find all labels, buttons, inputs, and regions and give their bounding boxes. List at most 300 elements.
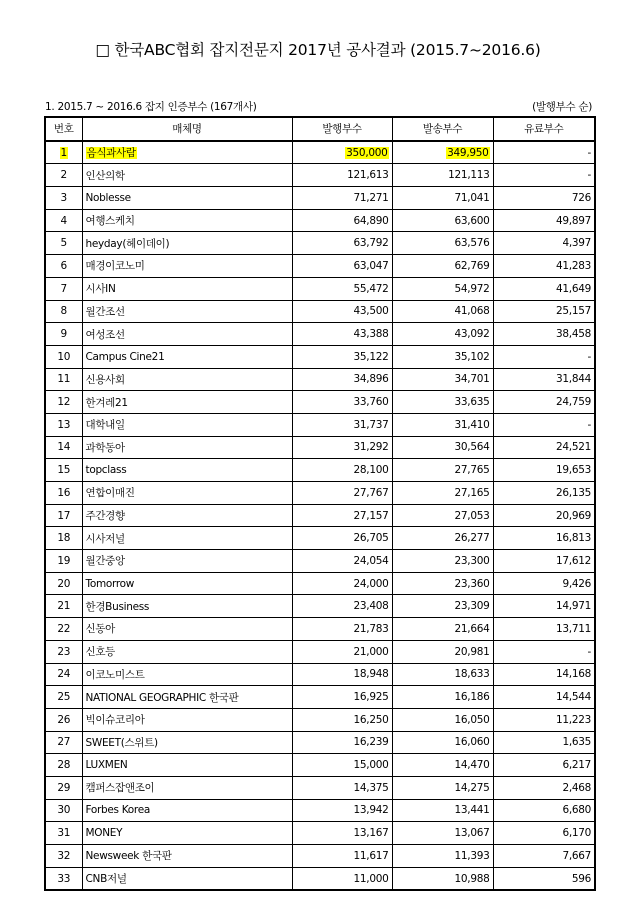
sent-copies: 54,972 — [454, 282, 490, 295]
sent-copies: 34,701 — [454, 373, 490, 386]
paid-copies: 19,653 — [556, 464, 591, 477]
paid-copies-cell — [493, 345, 595, 368]
paid-copies-cell — [493, 482, 595, 505]
sent-copies-cell — [392, 232, 493, 255]
issued-copies: 18,948 — [353, 668, 389, 681]
table-row — [45, 822, 595, 845]
sent-copies-cell — [392, 504, 493, 527]
row-number-cell — [45, 595, 82, 618]
media-name: SWEET(스위트) — [85, 736, 158, 749]
paid-copies-cell — [493, 255, 595, 278]
sent-copies: 43,092 — [454, 328, 490, 341]
sent-copies-cell — [392, 368, 493, 391]
row-number: 33 — [57, 872, 71, 885]
media-name-cell — [82, 618, 292, 641]
sent-copies: 26,277 — [454, 532, 490, 545]
sent-copies: 16,186 — [454, 691, 490, 704]
media-name-cell — [82, 277, 292, 300]
row-number-cell — [45, 754, 82, 777]
issued-copies: 121,613 — [347, 169, 389, 182]
row-number: 29 — [57, 781, 71, 794]
row-number-cell — [45, 436, 82, 459]
issued-copies-cell — [292, 550, 392, 573]
media-name: 시사IN — [85, 283, 116, 296]
paid-copies: 7,667 — [562, 849, 591, 862]
table-row — [45, 482, 595, 505]
paid-copies: 16,813 — [556, 532, 591, 545]
row-number: 3 — [60, 191, 67, 204]
row-number-cell — [45, 482, 82, 505]
issued-copies: 26,705 — [353, 532, 389, 545]
issued-copies-cell — [292, 663, 392, 686]
media-name: 인산의학 — [85, 169, 125, 182]
row-number-cell — [45, 232, 82, 255]
sent-copies-cell — [392, 867, 493, 890]
media-name: 한경Business — [85, 600, 150, 613]
table-row — [45, 504, 595, 527]
table-row — [45, 232, 595, 255]
issued-copies: 33,760 — [353, 396, 389, 409]
paid-copies-cell — [493, 232, 595, 255]
document-title: □ 한국ABC협회 잡지전문지 2017년 공사결과 (2015.7~2016.6) — [95, 41, 541, 59]
row-number: 24 — [57, 668, 71, 681]
media-name-cell — [82, 640, 292, 663]
media-name: MONEY — [85, 827, 123, 840]
issued-copies-cell — [292, 187, 392, 210]
sent-copies: 349,950 — [447, 146, 489, 159]
sent-copies: 23,300 — [454, 554, 490, 567]
row-number: 20 — [57, 577, 71, 590]
media-name: NATIONAL GEOGRAPHIC 한국판 — [85, 691, 239, 704]
media-name: 신용사회 — [85, 373, 125, 386]
table-row — [45, 686, 595, 709]
media-name: CNB저널 — [85, 873, 127, 886]
header-row — [45, 117, 595, 141]
media-name-cell — [82, 345, 292, 368]
paid-copies: 596 — [571, 872, 591, 885]
sent-copies-cell — [392, 731, 493, 754]
row-number-cell — [45, 572, 82, 595]
paid-copies-cell — [493, 663, 595, 686]
media-name-cell — [82, 731, 292, 754]
table-row — [45, 731, 595, 754]
table-row — [45, 459, 595, 482]
header-paid-copies: 유료부수 — [493, 117, 595, 141]
issued-copies: 15,000 — [353, 759, 389, 772]
row-number-cell — [45, 164, 82, 187]
row-number-cell — [45, 413, 82, 436]
issued-copies-cell — [292, 345, 392, 368]
sent-copies: 27,765 — [454, 464, 490, 477]
issued-copies: 55,472 — [353, 282, 389, 295]
paid-copies: 24,521 — [556, 441, 591, 454]
issued-copies: 28,100 — [353, 464, 389, 477]
issued-copies-cell — [292, 300, 392, 323]
row-number-cell — [45, 323, 82, 346]
issued-copies: 27,767 — [353, 486, 389, 499]
table-row — [45, 618, 595, 641]
table-row — [45, 391, 595, 414]
sent-copies-cell — [392, 595, 493, 618]
issued-copies: 13,942 — [353, 804, 389, 817]
paid-copies-cell — [493, 413, 595, 436]
row-number-cell — [45, 845, 82, 868]
table-row — [45, 776, 595, 799]
sent-copies-cell — [392, 618, 493, 641]
issued-copies: 16,239 — [353, 736, 389, 749]
sent-copies: 21,664 — [454, 622, 490, 635]
issued-copies-cell — [292, 595, 392, 618]
row-number: 1 — [60, 146, 67, 159]
sent-copies-cell — [392, 708, 493, 731]
sent-copies-cell — [392, 663, 493, 686]
sent-copies-cell — [392, 323, 493, 346]
row-number: 19 — [57, 554, 71, 567]
paid-copies-cell — [493, 459, 595, 482]
table-row — [45, 572, 595, 595]
sent-copies: 33,635 — [454, 396, 490, 409]
media-name-cell — [82, 209, 292, 232]
issued-copies-cell — [292, 708, 392, 731]
sent-copies: 11,393 — [454, 849, 490, 862]
row-number: 28 — [57, 759, 71, 772]
media-name: 주간경향 — [85, 510, 125, 523]
row-number-cell — [45, 799, 82, 822]
media-name-cell — [82, 845, 292, 868]
row-number-cell — [45, 459, 82, 482]
issued-copies-cell — [292, 323, 392, 346]
paid-copies-cell — [493, 618, 595, 641]
row-number-cell — [45, 550, 82, 573]
paid-copies: 1,635 — [562, 736, 591, 749]
row-number-cell — [45, 391, 82, 414]
issued-copies-cell — [292, 867, 392, 890]
issued-copies-cell — [292, 504, 392, 527]
issued-copies: 16,250 — [353, 713, 389, 726]
sent-copies: 62,769 — [454, 259, 490, 272]
table-row — [45, 663, 595, 686]
media-name: topclass — [85, 464, 127, 477]
issued-copies-cell — [292, 164, 392, 187]
paid-copies-cell — [493, 436, 595, 459]
row-number: 21 — [57, 600, 71, 613]
paid-copies-cell — [493, 368, 595, 391]
issued-copies: 11,617 — [353, 849, 389, 862]
media-name: 한겨레21 — [85, 396, 128, 409]
sent-copies-cell — [392, 527, 493, 550]
row-number-cell — [45, 255, 82, 278]
table-row — [45, 595, 595, 618]
row-number: 14 — [57, 441, 71, 454]
table-row — [45, 640, 595, 663]
media-name-cell — [82, 413, 292, 436]
media-name: Noblesse — [85, 191, 131, 204]
row-number: 2 — [60, 169, 67, 182]
row-number: 10 — [57, 350, 71, 363]
issued-copies: 13,167 — [353, 827, 389, 840]
media-name-cell — [82, 776, 292, 799]
sent-copies-cell — [392, 799, 493, 822]
media-name-cell — [82, 141, 292, 164]
issued-copies: 14,375 — [353, 781, 389, 794]
row-number-cell — [45, 686, 82, 709]
paid-copies-cell — [493, 595, 595, 618]
paid-copies: 13,711 — [556, 622, 591, 635]
row-number: 32 — [57, 849, 71, 862]
table-row — [45, 164, 595, 187]
paid-copies: 14,168 — [556, 668, 591, 681]
media-name-cell — [82, 391, 292, 414]
row-number-cell — [45, 822, 82, 845]
row-number-cell — [45, 640, 82, 663]
row-number-cell — [45, 618, 82, 641]
row-number-cell — [45, 187, 82, 210]
row-number: 9 — [60, 328, 67, 341]
paid-copies-cell — [493, 845, 595, 868]
sent-copies-cell — [392, 550, 493, 573]
sent-copies: 16,060 — [454, 736, 490, 749]
media-name: 시사저널 — [85, 532, 125, 545]
paid-copies: 2,468 — [562, 781, 591, 794]
paid-copies: 11,223 — [556, 713, 591, 726]
issued-copies-cell — [292, 277, 392, 300]
issued-copies: 35,122 — [353, 350, 389, 363]
paid-copies: 17,612 — [556, 554, 591, 567]
issued-copies: 34,896 — [353, 373, 389, 386]
row-number: 4 — [60, 214, 67, 227]
paid-copies: 41,649 — [556, 282, 591, 295]
issued-copies: 71,271 — [353, 191, 389, 204]
media-name-cell — [82, 300, 292, 323]
sent-copies: 10,988 — [454, 872, 490, 885]
media-name-cell — [82, 595, 292, 618]
table-body — [45, 141, 595, 891]
sent-copies-cell — [392, 845, 493, 868]
issued-copies: 63,792 — [353, 237, 389, 250]
sent-copies-cell — [392, 300, 493, 323]
media-name-cell — [82, 459, 292, 482]
row-number: 31 — [57, 827, 71, 840]
media-name: 월간중앙 — [85, 555, 125, 568]
paid-copies-cell — [493, 164, 595, 187]
paid-copies-cell — [493, 209, 595, 232]
media-name: 대학내일 — [85, 419, 125, 432]
row-number: 26 — [57, 713, 71, 726]
paid-copies: - — [587, 350, 591, 363]
paid-copies-cell — [493, 640, 595, 663]
sent-copies: 71,041 — [454, 191, 490, 204]
row-number: 6 — [60, 259, 67, 272]
sent-copies-cell — [392, 436, 493, 459]
media-name-cell — [82, 482, 292, 505]
paid-copies-cell — [493, 187, 595, 210]
media-name: 과학동아 — [85, 441, 125, 454]
table-row — [45, 209, 595, 232]
row-number: 11 — [57, 373, 71, 386]
paid-copies-cell — [493, 527, 595, 550]
media-name: Campus Cine21 — [85, 350, 165, 363]
sent-copies: 16,050 — [454, 713, 490, 726]
issued-copies-cell — [292, 527, 392, 550]
issued-copies: 21,783 — [353, 622, 389, 635]
paid-copies: 9,426 — [562, 577, 591, 590]
sent-copies-cell — [392, 822, 493, 845]
sent-copies-cell — [392, 413, 493, 436]
media-name: 캠퍼스잡앤조이 — [85, 782, 155, 795]
issued-copies-cell — [292, 368, 392, 391]
paid-copies: 26,135 — [556, 486, 591, 499]
media-name-cell — [82, 572, 292, 595]
row-number-cell — [45, 368, 82, 391]
row-number: 18 — [57, 532, 71, 545]
media-name: Tomorrow — [85, 577, 135, 590]
media-name-cell — [82, 754, 292, 777]
row-number: 7 — [60, 282, 67, 295]
media-name-cell — [82, 686, 292, 709]
issued-copies: 31,737 — [353, 418, 389, 431]
media-name: 여성조선 — [85, 328, 125, 341]
row-number-cell — [45, 209, 82, 232]
media-name: LUXMEN — [85, 759, 128, 772]
paid-copies: 24,759 — [556, 396, 591, 409]
media-name: 매경이코노미 — [85, 260, 145, 273]
table-row — [45, 255, 595, 278]
media-name-cell — [82, 368, 292, 391]
media-name: 신호등 — [85, 646, 116, 659]
issued-copies: 350,000 — [346, 146, 388, 159]
paid-copies-cell — [493, 822, 595, 845]
sent-copies-cell — [392, 164, 493, 187]
media-name-cell — [82, 867, 292, 890]
header-sent-copies: 발송부수 — [392, 117, 493, 141]
sent-copies-cell — [392, 277, 493, 300]
media-name: 빅이슈코리아 — [85, 714, 145, 727]
sent-copies-cell — [392, 572, 493, 595]
paid-copies: 49,897 — [556, 214, 591, 227]
table-row — [45, 141, 595, 164]
issued-copies: 27,157 — [353, 509, 389, 522]
row-number-cell — [45, 141, 82, 164]
header-media-name: 매체명 — [82, 117, 292, 141]
sent-copies-cell — [392, 686, 493, 709]
sent-copies-cell — [392, 187, 493, 210]
sort-note: (발행부수 순) — [532, 101, 592, 113]
paid-copies-cell — [493, 754, 595, 777]
row-number: 27 — [57, 736, 71, 749]
sent-copies: 63,600 — [454, 214, 490, 227]
sent-copies: 20,981 — [454, 645, 490, 658]
row-number-cell — [45, 504, 82, 527]
sent-copies-cell — [392, 482, 493, 505]
row-number-cell — [45, 527, 82, 550]
media-name-cell — [82, 187, 292, 210]
issued-copies: 21,000 — [353, 645, 389, 658]
media-name: 이코노미스트 — [85, 668, 145, 681]
row-number-cell — [45, 300, 82, 323]
sent-copies-cell — [392, 255, 493, 278]
media-name-cell — [82, 436, 292, 459]
row-number: 23 — [57, 645, 71, 658]
issued-copies: 23,408 — [353, 600, 389, 613]
issued-copies-cell — [292, 436, 392, 459]
issued-copies-cell — [292, 686, 392, 709]
paid-copies-cell — [493, 141, 595, 164]
sent-copies: 14,275 — [454, 781, 490, 794]
paid-copies-cell — [493, 323, 595, 346]
issued-copies-cell — [292, 391, 392, 414]
media-name-cell — [82, 164, 292, 187]
paid-copies-cell — [493, 277, 595, 300]
sent-copies: 41,068 — [454, 305, 490, 318]
media-name-cell — [82, 504, 292, 527]
issued-copies: 63,047 — [353, 259, 389, 272]
row-number: 13 — [57, 418, 71, 431]
media-name: 여행스케치 — [85, 215, 135, 228]
paid-copies: 25,157 — [556, 305, 591, 318]
issued-copies-cell — [292, 799, 392, 822]
paid-copies: - — [587, 146, 591, 159]
media-name: Forbes Korea — [85, 804, 151, 817]
issued-copies: 43,388 — [353, 328, 389, 341]
issued-copies-cell — [292, 640, 392, 663]
paid-copies-cell — [493, 799, 595, 822]
row-number-cell — [45, 277, 82, 300]
table-row — [45, 845, 595, 868]
paid-copies: 6,680 — [562, 804, 591, 817]
paid-copies: 14,971 — [556, 600, 591, 613]
paid-copies-cell — [493, 686, 595, 709]
media-name-cell — [82, 232, 292, 255]
media-name-cell — [82, 550, 292, 573]
issued-copies: 24,054 — [353, 554, 389, 567]
paid-copies-cell — [493, 391, 595, 414]
sent-copies: 35,102 — [454, 350, 490, 363]
issued-copies: 16,925 — [353, 691, 389, 704]
sent-copies: 14,470 — [454, 759, 490, 772]
media-name: Newsweek 한국판 — [85, 850, 172, 863]
issued-copies-cell — [292, 232, 392, 255]
paid-copies-cell — [493, 867, 595, 890]
media-name-cell — [82, 527, 292, 550]
paid-copies-cell — [493, 550, 595, 573]
paid-copies: 14,544 — [556, 691, 591, 704]
table-row — [45, 187, 595, 210]
media-name: heyday(헤이데이) — [85, 237, 170, 250]
row-number-cell — [45, 731, 82, 754]
media-name-cell — [82, 708, 292, 731]
row-number-cell — [45, 345, 82, 368]
header-number: 번호 — [45, 117, 82, 141]
issued-copies-cell — [292, 141, 392, 164]
row-number-cell — [45, 776, 82, 799]
issued-copies-cell — [292, 731, 392, 754]
paid-copies: 6,170 — [562, 827, 591, 840]
sent-copies-cell — [392, 209, 493, 232]
sent-copies: 27,053 — [454, 509, 490, 522]
paid-copies-cell — [493, 731, 595, 754]
table-row — [45, 527, 595, 550]
issued-copies: 64,890 — [353, 214, 389, 227]
media-name: 월간조선 — [85, 305, 125, 318]
sent-copies-cell — [392, 640, 493, 663]
table-row — [45, 323, 595, 346]
row-number: 22 — [57, 622, 71, 635]
sent-copies: 23,309 — [454, 600, 490, 613]
table-row — [45, 754, 595, 777]
table-row — [45, 277, 595, 300]
table-row — [45, 436, 595, 459]
media-name-cell — [82, 822, 292, 845]
